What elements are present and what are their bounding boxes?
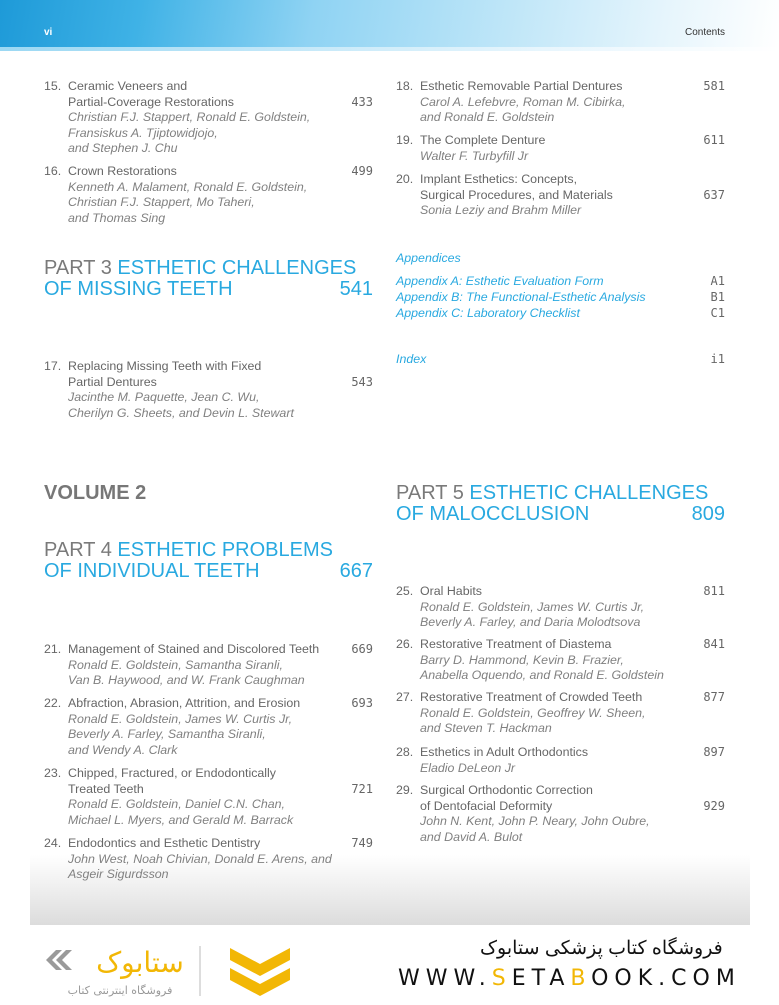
toc-entry[interactable] <box>396 745 725 776</box>
author-line: Jacinthe M. Paquette, Jean C. Wu, <box>68 390 260 404</box>
entry-body <box>68 79 373 157</box>
toc-entry[interactable] <box>44 836 373 883</box>
author-line: Eladio DeLeon Jr <box>420 760 516 775</box>
chapter-title-line: Crown Restorations <box>68 164 177 178</box>
url-part: WWW. <box>398 966 492 991</box>
toc-entry[interactable] <box>396 172 725 219</box>
chapter-title-line: Treated Teeth <box>68 781 144 796</box>
chapter-number: 22. <box>44 696 62 710</box>
store-name: فروشگاه کتاب پزشکی ستابوک <box>480 938 723 959</box>
page-folio: vi <box>44 27 53 38</box>
url-part: ETA <box>511 966 571 991</box>
setabook-logo <box>40 940 310 1000</box>
toc-entry[interactable] <box>396 637 725 684</box>
toc-entry[interactable] <box>396 690 725 737</box>
url-part: S <box>491 966 512 991</box>
author-line: and Wendy A. Clark <box>68 742 178 757</box>
entry-body <box>420 783 725 845</box>
chapter-page: 811 <box>703 584 725 598</box>
author-line: Anabella Oquendo, and Ronald E. Goldstein <box>420 668 664 682</box>
chapter-title-line: Endodontics and Esthetic Dentistry <box>68 836 261 850</box>
chapter-title-line: The Complete Denture <box>420 133 546 147</box>
chapter-page: 877 <box>703 690 725 704</box>
part-page: 667 <box>339 560 373 582</box>
chapter-number: 27. <box>396 690 414 704</box>
chapter-title-line: Management of Stained and Discolored Teeth <box>68 642 320 656</box>
author-line: Fransiskus A. Tjiptowidjojo, <box>68 125 218 140</box>
appendix-a-link[interactable] <box>396 273 725 289</box>
chapter-page: 669 <box>351 642 373 656</box>
author-line: and Stephen J. Chu <box>68 141 178 155</box>
entry-body <box>420 637 725 684</box>
entry-body <box>420 172 725 219</box>
appendix-page: C1 <box>710 306 725 320</box>
chapter-number: 16. <box>44 164 62 178</box>
toc-entry[interactable] <box>44 79 373 157</box>
entry-body <box>68 766 373 828</box>
toc-entry[interactable] <box>44 766 373 828</box>
url-part: B <box>570 966 592 991</box>
index-label: Index <box>396 352 427 366</box>
author-line: Cherilyn G. Sheets, and Devin L. Stewart <box>68 405 294 420</box>
toc-entry[interactable] <box>396 133 725 164</box>
part-title: ESTHETIC PROBLEMS <box>117 539 333 561</box>
chapter-title-line: Chipped, Fractured, or Endodontically <box>68 766 277 780</box>
part-title: ESTHETIC CHALLENGES <box>117 257 357 279</box>
chapter-number: 24. <box>44 836 62 850</box>
entry-body <box>420 745 725 776</box>
chapter-page: 749 <box>351 836 373 850</box>
chapter-number: 28. <box>396 745 414 759</box>
chapter-title-line: Abfraction, Abrasion, Attrition, and Erosion <box>68 696 301 710</box>
entry-body <box>420 79 725 126</box>
part-title-line2: OF INDIVIDUAL TEETH <box>44 560 260 582</box>
entry-body <box>420 133 725 164</box>
chapter-number: 19. <box>396 133 414 147</box>
toc-entry[interactable] <box>396 783 725 845</box>
author-line: and Ronald E. Goldstein <box>420 110 555 124</box>
chapter-title-line: Partial-Coverage Restorations <box>68 94 234 109</box>
author-line: Walter F. Turbyfill Jr <box>420 148 529 163</box>
author-line: Kenneth A. Malament, Ronald E. Goldstein, <box>68 179 308 194</box>
author-line: Sonia Leziy and Brahm Miller <box>420 203 582 217</box>
chapter-title-line: Restorative Treatment of Crowded Teeth <box>420 690 643 704</box>
chapter-title-line: Ceramic Veneers and <box>68 79 188 93</box>
index-page: i1 <box>710 352 725 366</box>
toc-entry[interactable] <box>396 79 725 126</box>
author-line: and Steven T. Hackman <box>420 721 552 735</box>
part-title-line2: OF MISSING TEETH <box>44 278 233 300</box>
part-5-heading <box>396 483 725 525</box>
entry-body <box>68 836 373 883</box>
appendix-label: Appendix C: Laboratory Checklist <box>396 306 580 320</box>
author-line: John N. Kent, John P. Neary, John Oubre, <box>420 814 650 828</box>
author-line: Ronald E. Goldstein, Daniel C.N. Chan, <box>68 797 285 811</box>
part-4-heading <box>44 540 373 582</box>
chapter-title-line: of Dentofacial Deformity <box>420 798 553 813</box>
part-title-line2: OF MALOCCLUSION <box>396 503 590 525</box>
author-line: Ronald E. Goldstein, James W. Curtis Jr, <box>420 599 645 614</box>
chapter-page: 897 <box>703 745 725 759</box>
chapter-page: 693 <box>351 696 373 710</box>
chapter-title-line: Esthetics in Adult Orthodontics <box>420 745 589 759</box>
part-page: 541 <box>339 278 373 300</box>
chapter-page: 637 <box>703 187 725 202</box>
page-header-band <box>0 0 779 48</box>
chapter-title-line: Oral Habits <box>420 584 482 598</box>
chapter-number: 20. <box>396 172 414 186</box>
entry-body <box>420 690 725 737</box>
index-link[interactable] <box>396 351 725 367</box>
toc-entry[interactable] <box>44 696 373 758</box>
chapter-title-line: Esthetic Removable Partial Dentures <box>420 79 623 93</box>
entry-body <box>68 696 373 758</box>
chapter-number: 18. <box>396 79 414 93</box>
author-line: Van B. Haywood, and W. Frank Caughman <box>68 673 305 687</box>
author-line: Michael L. Myers, and Gerald M. Barrack <box>68 812 294 827</box>
volume-heading: VOLUME 2 <box>44 482 147 504</box>
chapter-page: 721 <box>351 781 373 796</box>
entry-body <box>68 164 373 226</box>
author-line: and Thomas Sing <box>68 210 166 225</box>
chapter-page: 499 <box>351 164 373 178</box>
chapter-number: 17. <box>44 359 62 373</box>
chapter-page: 929 <box>703 798 725 813</box>
appendix-b-link[interactable] <box>396 289 725 305</box>
chapter-number: 26. <box>396 637 414 651</box>
toc-entry[interactable] <box>396 584 725 631</box>
author-line: Barry D. Hammond, Kevin B. Frazier, <box>420 652 624 667</box>
appendix-c-link[interactable] <box>396 305 725 321</box>
appendix-page: A1 <box>710 274 725 288</box>
author-line: Beverly A. Farley, and Daria Molodtsova <box>420 615 641 629</box>
chapter-page: 581 <box>703 79 725 93</box>
chapter-title-line: Surgical Orthodontic Correction <box>420 783 593 797</box>
chapter-page: 543 <box>351 374 373 389</box>
author-line: Ronald E. Goldstein, Geoffrey W. Sheen, <box>420 705 646 720</box>
chapter-page: 841 <box>703 637 725 651</box>
author-line: Beverly A. Farley, Samantha Siranli, <box>68 727 266 741</box>
toc-entry[interactable] <box>44 359 373 421</box>
part-label: PART 5 <box>396 482 464 504</box>
part-label: PART 4 <box>44 539 112 561</box>
chapter-title-line: Partial Dentures <box>68 374 157 389</box>
chapter-number: 23. <box>44 766 62 780</box>
logo-tagline: فروشگاه اینترنتی کتاب <box>67 984 173 997</box>
appendix-label: Appendix A: Esthetic Evaluation Form <box>396 274 604 288</box>
author-line: Ronald E. Goldstein, Samantha Siranli, <box>68 657 283 672</box>
chapter-number: 29. <box>396 783 414 797</box>
toc-entry[interactable] <box>44 642 373 689</box>
chapter-title-line: Implant Esthetics: Concepts, <box>420 172 578 186</box>
part-title: ESTHETIC CHALLENGES <box>469 482 709 504</box>
author-line: Ronald E. Goldstein, James W. Curtis Jr, <box>68 711 293 726</box>
toc-entry[interactable] <box>44 164 373 226</box>
chapter-page: 433 <box>351 94 373 109</box>
author-line: and David A. Bulot <box>420 829 523 844</box>
chapter-page: 611 <box>703 133 725 147</box>
chapter-number: 15. <box>44 79 62 93</box>
author-line: Carol A. Lefebvre, Roman M. Cibirka, <box>420 94 626 109</box>
chapter-title-line: Restorative Treatment of Diastema <box>420 637 612 651</box>
appendix-page: B1 <box>710 290 725 304</box>
author-line: Christian F.J. Stappert, Mo Taheri, <box>68 195 255 209</box>
part-label: PART 3 <box>44 257 112 279</box>
chapter-title-line: Replacing Missing Teeth with Fixed <box>68 359 262 373</box>
part-3-heading <box>44 258 373 300</box>
url-part: OOK.COM <box>591 966 741 991</box>
running-head: Contents <box>684 27 725 38</box>
chevron-logo-icon <box>230 948 290 996</box>
chapter-number: 21. <box>44 642 62 656</box>
author-line: Asgeir Sigurdsson <box>68 867 169 881</box>
appendix-label: Appendix B: The Functional-Esthetic Analysis <box>396 290 646 304</box>
author-line: Christian F.J. Stappert, Ronald E. Goldstein, <box>68 110 311 124</box>
author-line: John West, Noah Chivian, Donald E. Arens, and <box>68 851 332 866</box>
part-page: 809 <box>691 503 725 525</box>
entry-body <box>420 584 725 631</box>
chapter-number: 25. <box>396 584 414 598</box>
entry-body <box>68 359 373 421</box>
chapter-title-line: Surgical Procedures, and Materials <box>420 187 613 202</box>
appendices-heading: Appendices <box>396 251 461 265</box>
entry-body <box>68 642 373 689</box>
store-url[interactable] <box>398 966 741 991</box>
logo-wordmark: ستابوک <box>96 946 184 979</box>
